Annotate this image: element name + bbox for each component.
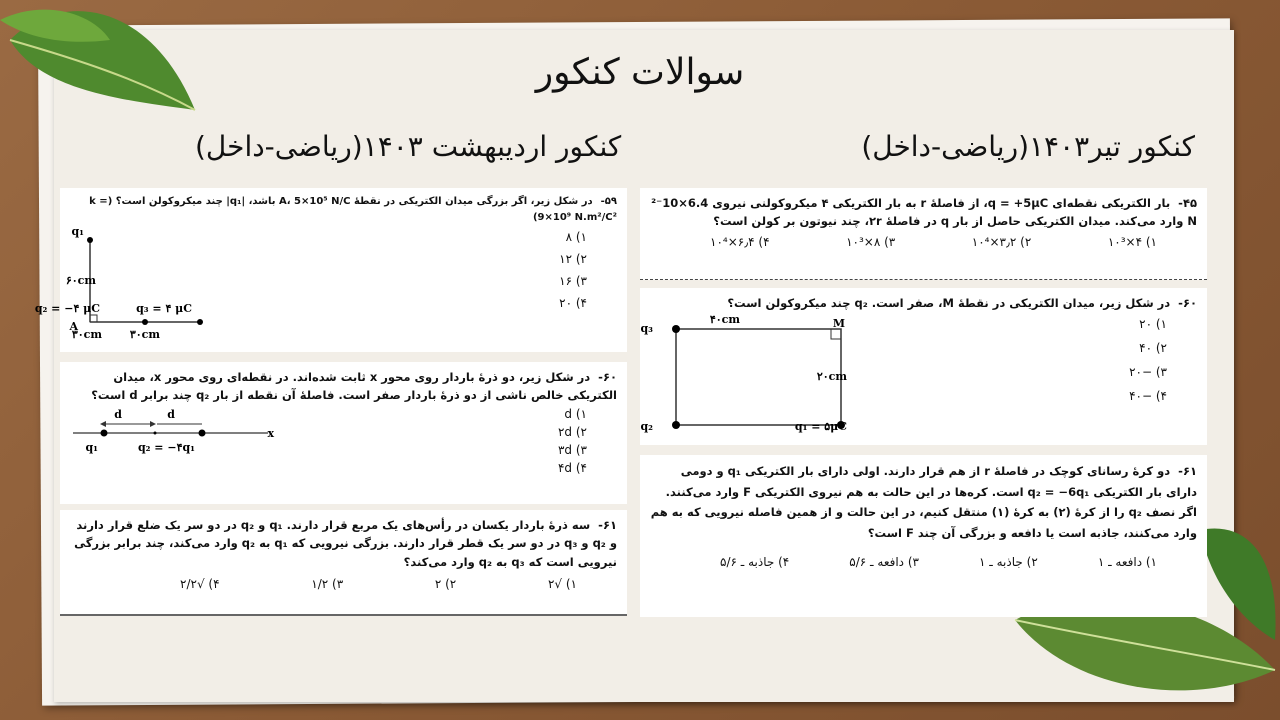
answer-option[interactable]: ۲) ۱۲ <box>559 252 587 266</box>
charge-label: q₂ <box>640 420 653 434</box>
answer-option[interactable]: ۲) ۴۰ <box>1139 341 1167 356</box>
heading-ordibehesht: کنکور اردیبهشت ۱۴۰۳(ریاضی-داخل) <box>195 130 622 163</box>
charge-label: q₃ <box>640 322 653 336</box>
answer-option[interactable]: ۴) جاذبه ـ ۵/۶ <box>720 554 790 569</box>
question-text: در شکل زیر، میدان الکتریکی در نقطهٔ M، صفر است. q₂ چند میکروکولن است؟ <box>727 296 1171 310</box>
answer-option[interactable]: ۴) √۲/۲ <box>180 577 220 592</box>
answer-option[interactable]: ۱) ۲۰ <box>1139 317 1167 332</box>
answer-option[interactable]: ۱) d <box>564 406 587 421</box>
answer-option[interactable]: ۴) −۴۰ <box>1129 389 1167 404</box>
answer-option[interactable]: ۴) ۴d <box>557 460 587 475</box>
answer-option[interactable]: ۳) ۱/۲ <box>311 577 344 592</box>
question-61-right-panel <box>640 455 1207 617</box>
question-text: در شکل زیر، دو ذرهٔ باردار روی محور x ثابت شده‌اند. در نقطه‌ای روی محور x، میدان الکتریکی خالص ناشی از دو ذرهٔ باردار صفر است. فاصلهٔ آن نقطه از بار q₂ چند برابر d است؟ <box>91 370 617 403</box>
distance-label: ۴۰cm <box>709 313 740 327</box>
question-number: ۵۹- <box>600 196 617 207</box>
charge-label: q₁ <box>71 225 84 238</box>
question-60-right-panel <box>640 288 1207 445</box>
charge-label: q₁ = ۵μC <box>794 420 847 434</box>
heading-tir: کنکور تیر۱۴۰۳(ریاضی-داخل) <box>861 130 1195 163</box>
answer-option[interactable]: ۴) ۲۰ <box>559 296 587 310</box>
charge-label: q₃ = ۴ μC <box>136 302 192 315</box>
answer-option[interactable]: ۴) ۶٫۴×۱۰⁴ <box>710 234 770 249</box>
answer-option[interactable]: ۱) ۴×۱۰³ <box>1107 234 1157 249</box>
answer-option[interactable]: ۲) جاذبه ـ ۱ <box>979 554 1038 569</box>
question-number: ۶۱- <box>1178 464 1197 478</box>
question-number: ۴۵- <box>1178 196 1197 210</box>
answer-option[interactable]: ۳) ۸×۱۰³ <box>846 234 896 249</box>
slide-title: سوالات کنکور <box>535 52 745 93</box>
distance-label: ۳۰cm <box>71 328 102 341</box>
charge-label: q₁ <box>85 440 98 454</box>
question-text: بار الکتریکی نقطه‌ای q = +5μC، از فاصلهٔ r به بار الکتریکی ۴ میکروکولنی نیروی 6.4×10⁻² N وارد می‌کند. میدان الکتریکی حاصل از بار q در فاصلهٔ ۲r، چند نیوتون بر کولن است؟ <box>651 196 1197 229</box>
charge-label: q₂ = −۴ μC <box>34 302 100 315</box>
distance-label: ۳۰cm <box>129 328 160 341</box>
question-number: ۶۱- <box>598 518 617 532</box>
question-59-panel <box>34 188 627 352</box>
answer-option[interactable]: ۲) ۲ <box>434 577 457 592</box>
question-45-panel <box>640 188 1207 280</box>
diagram-q59 <box>34 225 280 344</box>
point-label: A <box>69 320 78 333</box>
question-number: ۶۰- <box>598 370 617 384</box>
distance-label: d <box>114 407 122 421</box>
answer-option[interactable]: ۳) دافعه ـ ۵/۶ <box>849 554 919 569</box>
question-text: سه ذرهٔ باردار یکسان در رأس‌های یک مربع قرار دارند. q₁ و q₂ در دو سر یک ضلع قرار دارند و q₂ و q₃ در دو سر یک قطر قرار دارند. بزرگی نیرویی که q₁ به q₂ وارد می‌کند، چند برابر بزرگی نیرویی است که q₃ به q₂ وارد می‌کند؟ <box>74 518 617 569</box>
answer-option[interactable]: ۳) ۳d <box>557 442 587 457</box>
answer-option[interactable]: ۱) √۲ <box>547 577 577 592</box>
point-label: M <box>832 317 845 331</box>
question-text: در شکل زیر، اگر بزرگی میدان الکتریکی در نقطهٔ A، 5×10⁵ N/C باشد، |q₁| چند میکروکولن است؟ (k = 9×10⁹ N.m²/C²) <box>89 196 617 223</box>
distance-label: d <box>167 407 175 421</box>
distance-label: ۲۰cm <box>816 370 847 384</box>
question-61-panel <box>60 510 627 616</box>
answer-option[interactable]: ۲) ۲d <box>557 424 587 439</box>
question-text: دو کرهٔ رسانای کوچک در فاصلهٔ r از هم قرار دارند. اولی دارای بار الکتریکی q₁ و دومی دارای بار الکتریکی q₂ = −6q₁ است. کره‌ها در این حالت به هم نیروی الکتریکی F وارد می‌کنند. اگر نصف q₂ را از کرهٔ (۲) به کرهٔ (۱) منتقل کنیم، در این حالت و از همین فاصله نیرویی که به هم وارد می‌کنند، جاذبه است یا دافعه و بزرگی آن چند F است؟ <box>650 464 1197 541</box>
diagram-q60-rectangle <box>640 312 920 438</box>
answer-option[interactable]: ۱) ۸ <box>565 230 587 244</box>
axis-label: x <box>267 426 274 440</box>
question-60-panel <box>60 362 627 504</box>
answer-option[interactable]: ۳) −۲۰ <box>1129 365 1167 380</box>
question-number: ۶۰- <box>1178 296 1197 310</box>
answer-option[interactable]: ۲) ۳٫۲×۱۰⁴ <box>971 234 1032 249</box>
charge-label: q₂ = −۴q₁ <box>137 440 195 454</box>
answer-option[interactable]: ۳) ۱۶ <box>559 274 587 288</box>
diagram-q60-axis <box>70 405 295 460</box>
distance-label: ۶۰cm <box>65 274 96 287</box>
answer-option[interactable]: ۱) دافعه ـ ۱ <box>1097 554 1157 569</box>
